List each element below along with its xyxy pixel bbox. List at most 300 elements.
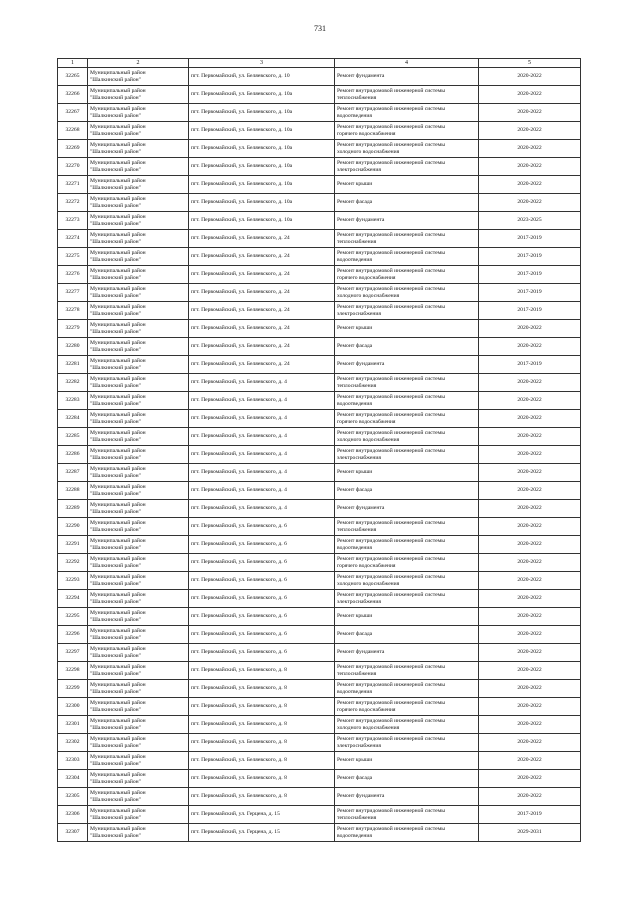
period-cell: 2020-2022 [479, 770, 581, 788]
work-type-line: Ремонт внутридомовой инженерной системы [337, 124, 445, 131]
work-type-cell [335, 806, 479, 824]
municipality-line: Муниципальный район [90, 682, 146, 689]
table-row [58, 716, 581, 734]
municipality-line: Муниципальный район [90, 304, 146, 311]
row-number-cell: 32297 [58, 644, 88, 662]
work-type-line: Ремонт внутридомовой инженерной системы [337, 430, 445, 437]
row-number-cell: 32266 [58, 86, 88, 104]
municipality-cell [88, 734, 189, 752]
row-number-cell: 32271 [58, 176, 88, 194]
work-type-detail: электроснабжения [337, 454, 381, 461]
work-type-detail: теплоснабжения [337, 670, 377, 677]
work-type-cell [335, 122, 479, 140]
period-cell: 2020-2022 [479, 392, 581, 410]
municipality-cell [88, 446, 189, 464]
municipality-line: Муниципальный район [90, 700, 146, 707]
period-cell: 2020-2022 [479, 446, 581, 464]
address-cell: пгт. Первомайский, ул. Беляевского, д. 8 [189, 662, 335, 680]
work-type-line: Ремонт крыши [337, 325, 373, 332]
municipality-cell [88, 374, 189, 392]
municipality-name: "Шалкинский район" [90, 706, 141, 713]
work-type-cell [335, 518, 479, 536]
municipality-name: "Шалкинский район" [90, 472, 141, 479]
municipality-line: Муниципальный район [90, 142, 146, 149]
table-row [58, 266, 581, 284]
work-type-cell [335, 680, 479, 698]
municipality-cell [88, 122, 189, 140]
period-cell: 2020-2022 [479, 680, 581, 698]
address-cell: пгт. Первомайский, ул. Беляевского, д. 24 [189, 230, 335, 248]
address-cell: пгт. Первомайский, ул. Беляевского, д. 10а [189, 104, 335, 122]
address-cell: пгт. Первомайский, ул. Беляевского, д. 24 [189, 248, 335, 266]
work-type-line: Ремонт фасада [337, 487, 373, 494]
row-number-cell: 32290 [58, 518, 88, 536]
address-cell: пгт. Первомайский, ул. Беляевского, д. 10а [189, 86, 335, 104]
work-type-cell [335, 644, 479, 662]
period-cell: 2020-2022 [479, 518, 581, 536]
work-type-line: Ремонт внутридомовой инженерной системы [337, 268, 445, 275]
work-type-detail: холодного водоснабжения [337, 292, 400, 299]
row-number-cell: 32265 [58, 68, 88, 86]
municipality-cell [88, 752, 189, 770]
table-row [58, 158, 581, 176]
municipality-cell [88, 572, 189, 590]
municipality-line: Муниципальный район [90, 394, 146, 401]
municipality-cell [88, 212, 189, 230]
municipality-name: "Шалкинский район" [90, 724, 141, 731]
work-type-cell [335, 626, 479, 644]
page-number: 731 [314, 24, 326, 33]
municipality-name: "Шалкинский район" [90, 112, 141, 119]
municipality-name: "Шалкинский район" [90, 184, 141, 191]
municipality-line: Муниципальный район [90, 484, 146, 491]
work-type-cell [335, 410, 479, 428]
municipality-line: Муниципальный район [90, 322, 146, 329]
work-type-cell [335, 194, 479, 212]
column-header: 3 [189, 59, 335, 68]
work-type-detail: водоотведения [337, 256, 372, 263]
row-number-cell: 32305 [58, 788, 88, 806]
work-type-detail: водоотведения [337, 544, 372, 551]
address-cell: пгт. Первомайский, ул. Беляевского, д. 24 [189, 284, 335, 302]
address-cell: пгт. Первомайский, ул. Герцена, д. 15 [189, 824, 335, 842]
row-number-cell: 32283 [58, 392, 88, 410]
municipality-line: Муниципальный район [90, 772, 146, 779]
municipality-cell [88, 680, 189, 698]
municipality-line: Муниципальный район [90, 88, 146, 95]
period-cell: 2020-2022 [479, 608, 581, 626]
work-type-cell [335, 734, 479, 752]
row-number-cell: 32272 [58, 194, 88, 212]
work-type-cell [335, 536, 479, 554]
municipality-name: "Шалкинский район" [90, 832, 141, 839]
period-cell: 2020-2022 [479, 86, 581, 104]
work-type-detail: холодного водоснабжения [337, 436, 400, 443]
row-number-cell: 32279 [58, 320, 88, 338]
work-type-detail: водоотведения [337, 688, 372, 695]
work-type-detail: теплоснабжения [337, 814, 377, 821]
row-number-cell: 32276 [58, 266, 88, 284]
work-type-detail: холодного водоснабжения [337, 148, 400, 155]
municipality-name: "Шалкинский район" [90, 130, 141, 137]
work-type-detail: горячего водоснабжения [337, 274, 396, 281]
work-type-line: Ремонт внутридомовой инженерной системы [337, 718, 445, 725]
table-row [58, 518, 581, 536]
work-type-detail: теплоснабжения [337, 94, 377, 101]
work-type-cell [335, 608, 479, 626]
table-row [58, 824, 581, 842]
row-number-cell: 32288 [58, 482, 88, 500]
municipality-line: Муниципальный район [90, 232, 146, 239]
address-cell: пгт. Первомайский, ул. Беляевского, д. 6 [189, 518, 335, 536]
municipality-cell [88, 428, 189, 446]
work-type-line: Ремонт внутридомовой инженерной системы [337, 232, 445, 239]
address-cell: пгт. Первомайский, ул. Беляевского, д. 24 [189, 320, 335, 338]
work-type-line: Ремонт внутридомовой инженерной системы [337, 412, 445, 419]
address-cell: пгт. Первомайский, ул. Беляевского, д. 4 [189, 500, 335, 518]
municipality-line: Муниципальный район [90, 574, 146, 581]
municipality-name: "Шалкинский район" [90, 634, 141, 641]
row-number-cell: 32291 [58, 536, 88, 554]
municipality-line: Муниципальный район [90, 808, 146, 815]
work-type-cell [335, 320, 479, 338]
address-cell: пгт. Первомайский, ул. Беляевского, д. 4 [189, 482, 335, 500]
table-row [58, 86, 581, 104]
work-type-line: Ремонт фундамента [337, 361, 385, 368]
work-type-cell [335, 158, 479, 176]
municipality-name: "Шалкинский район" [90, 76, 141, 83]
municipality-cell [88, 806, 189, 824]
municipality-name: "Шалкинский район" [90, 202, 141, 209]
period-cell: 2020-2022 [479, 572, 581, 590]
municipality-name: "Шалкинский район" [90, 814, 141, 821]
address-cell: пгт. Первомайский, ул. Беляевского, д. 8 [189, 698, 335, 716]
municipality-name: "Шалкинский район" [90, 400, 141, 407]
address-cell: пгт. Первомайский, ул. Беляевского, д. 24 [189, 338, 335, 356]
municipality-cell [88, 302, 189, 320]
address-cell: пгт. Первомайский, ул. Беляевского, д. 8 [189, 716, 335, 734]
work-type-detail: теплоснабжения [337, 382, 377, 389]
work-type-detail: горячего водоснабжения [337, 130, 396, 137]
work-type-detail: водоотведения [337, 400, 372, 407]
municipality-cell [88, 338, 189, 356]
work-type-line: Ремонт фасада [337, 343, 373, 350]
work-type-detail: горячего водоснабжения [337, 418, 396, 425]
address-cell: пгт. Первомайский, ул. Беляевского, д. 24 [189, 302, 335, 320]
municipality-name: "Шалкинский район" [90, 382, 141, 389]
municipality-name: "Шалкинский район" [90, 166, 141, 173]
row-number-cell: 32270 [58, 158, 88, 176]
table-row [58, 140, 581, 158]
municipality-cell [88, 590, 189, 608]
row-number-cell: 32304 [58, 770, 88, 788]
municipality-name: "Шалкинский район" [90, 580, 141, 587]
municipality-cell [88, 716, 189, 734]
table-row [58, 608, 581, 626]
period-cell: 2020-2022 [479, 554, 581, 572]
period-cell: 2020-2022 [479, 500, 581, 518]
work-type-line: Ремонт внутридомовой инженерной системы [337, 376, 445, 383]
row-number-cell: 32282 [58, 374, 88, 392]
work-type-cell [335, 140, 479, 158]
column-header: 4 [335, 59, 479, 68]
table-row [58, 410, 581, 428]
municipality-line: Муниципальный район [90, 412, 146, 419]
period-cell: 2020-2022 [479, 536, 581, 554]
period-cell: 2020-2022 [479, 590, 581, 608]
period-cell: 2020-2022 [479, 752, 581, 770]
municipality-cell [88, 68, 189, 86]
period-cell: 2020-2022 [479, 104, 581, 122]
work-type-detail: теплоснабжения [337, 238, 377, 245]
row-number-cell: 32274 [58, 230, 88, 248]
municipality-cell [88, 266, 189, 284]
table-row [58, 284, 581, 302]
municipality-name: "Шалкинский район" [90, 274, 141, 281]
row-number-cell: 32268 [58, 122, 88, 140]
work-type-line: Ремонт внутридомовой инженерной системы [337, 394, 445, 401]
municipality-line: Муниципальный район [90, 286, 146, 293]
period-cell: 2020-2022 [479, 428, 581, 446]
table-row [58, 320, 581, 338]
municipality-line: Муниципальный район [90, 628, 146, 635]
period-cell: 2029-2031 [479, 824, 581, 842]
work-type-detail: электроснабжения [337, 166, 381, 173]
work-type-cell [335, 554, 479, 572]
row-number-cell: 32294 [58, 590, 88, 608]
period-cell: 2020-2022 [479, 644, 581, 662]
municipality-line: Муниципальный район [90, 502, 146, 509]
row-number-cell: 32303 [58, 752, 88, 770]
municipality-name: "Шалкинский район" [90, 616, 141, 623]
municipality-cell [88, 194, 189, 212]
municipality-name: "Шалкинский район" [90, 292, 141, 299]
work-type-cell [335, 482, 479, 500]
address-cell: пгт. Первомайский, ул. Беляевского, д. 8 [189, 734, 335, 752]
work-type-line: Ремонт крыши [337, 469, 373, 476]
row-number-cell: 32275 [58, 248, 88, 266]
address-cell: пгт. Первомайский, ул. Беляевского, д. 4 [189, 464, 335, 482]
work-type-cell [335, 356, 479, 374]
address-cell: пгт. Первомайский, ул. Беляевского, д. 8 [189, 680, 335, 698]
work-type-line: Ремонт фундамента [337, 217, 385, 224]
table-row [58, 464, 581, 482]
municipality-cell [88, 284, 189, 302]
period-cell: 2020-2022 [479, 194, 581, 212]
work-type-cell [335, 788, 479, 806]
work-type-line: Ремонт внутридомовой инженерной системы [337, 520, 445, 527]
work-type-line: Ремонт внутридомовой инженерной системы [337, 556, 445, 563]
row-number-cell: 32293 [58, 572, 88, 590]
column-header: 2 [88, 59, 189, 68]
work-type-line: Ремонт внутридомовой инженерной системы [337, 142, 445, 149]
table-row [58, 482, 581, 500]
municipality-line: Муниципальный район [90, 124, 146, 131]
table-row [58, 302, 581, 320]
address-cell: пгт. Первомайский, ул. Беляевского, д. 8 [189, 770, 335, 788]
municipality-cell [88, 248, 189, 266]
table-row [58, 572, 581, 590]
period-cell: 2020-2022 [479, 464, 581, 482]
work-type-cell [335, 212, 479, 230]
period-cell: 2020-2022 [479, 410, 581, 428]
address-cell: пгт. Первомайский, ул. Беляевского, д. 8 [189, 752, 335, 770]
table-row [58, 770, 581, 788]
municipality-line: Муниципальный район [90, 196, 146, 203]
municipality-name: "Шалкинский район" [90, 346, 141, 353]
work-type-detail: электроснабжения [337, 598, 381, 605]
row-number-cell: 32278 [58, 302, 88, 320]
row-number-cell: 32284 [58, 410, 88, 428]
period-cell: 2023-2025 [479, 212, 581, 230]
work-type-line: Ремонт внутридомовой инженерной системы [337, 574, 445, 581]
municipality-cell [88, 482, 189, 500]
work-type-detail: горячего водоснабжения [337, 562, 396, 569]
work-type-line: Ремонт внутридомовой инженерной системы [337, 592, 445, 599]
municipality-name: "Шалкинский район" [90, 490, 141, 497]
municipality-line: Муниципальный район [90, 520, 146, 527]
period-cell: 2020-2022 [479, 482, 581, 500]
municipality-cell [88, 500, 189, 518]
table-row [58, 590, 581, 608]
address-cell: пгт. Первомайский, ул. Беляевского, д. 24 [189, 266, 335, 284]
municipality-line: Муниципальный район [90, 736, 146, 743]
period-cell: 2020-2022 [479, 68, 581, 86]
table-row [58, 428, 581, 446]
period-cell: 2017-2019 [479, 230, 581, 248]
period-cell: 2020-2022 [479, 788, 581, 806]
address-cell: пгт. Первомайский, ул. Беляевского, д. 8 [189, 788, 335, 806]
municipality-line: Муниципальный район [90, 268, 146, 275]
work-type-cell [335, 284, 479, 302]
table-row [58, 662, 581, 680]
work-type-cell [335, 230, 479, 248]
address-cell: пгт. Первомайский, ул. Беляевского, д. 6 [189, 590, 335, 608]
period-cell: 2020-2022 [479, 626, 581, 644]
municipality-cell [88, 464, 189, 482]
period-cell: 2020-2022 [479, 698, 581, 716]
municipality-cell [88, 518, 189, 536]
work-type-cell [335, 248, 479, 266]
work-type-line: Ремонт внутридомовой инженерной системы [337, 286, 445, 293]
municipality-name: "Шалкинский район" [90, 220, 141, 227]
address-cell: пгт. Первомайский, ул. Беляевского, д. 10а [189, 176, 335, 194]
address-cell: пгт. Первомайский, ул. Герцена, д. 15 [189, 806, 335, 824]
municipality-cell [88, 788, 189, 806]
municipality-name: "Шалкинский район" [90, 436, 141, 443]
municipality-line: Муниципальный район [90, 430, 146, 437]
municipality-cell [88, 104, 189, 122]
address-cell: пгт. Первомайский, ул. Беляевского, д. 24 [189, 356, 335, 374]
column-header: 1 [58, 59, 88, 68]
municipality-name: "Шалкинский район" [90, 238, 141, 245]
address-cell: пгт. Первомайский, ул. Беляевского, д. 6 [189, 626, 335, 644]
municipality-name: "Шалкинский район" [90, 544, 141, 551]
address-cell: пгт. Первомайский, ул. Беляевского, д. 4 [189, 392, 335, 410]
table-row [58, 536, 581, 554]
work-type-line: Ремонт внутридомовой инженерной системы [337, 682, 445, 689]
work-type-cell [335, 590, 479, 608]
row-number-cell: 32281 [58, 356, 88, 374]
municipality-name: "Шалкинский район" [90, 328, 141, 335]
period-cell: 2020-2022 [479, 374, 581, 392]
municipality-name: "Шалкинский район" [90, 454, 141, 461]
municipality-name: "Шалкинский район" [90, 652, 141, 659]
period-cell: 2020-2022 [479, 662, 581, 680]
address-cell: пгт. Первомайский, ул. Беляевского, д. 10а [189, 212, 335, 230]
work-type-detail: электроснабжения [337, 310, 381, 317]
municipality-line: Муниципальный район [90, 178, 146, 185]
table-row [58, 374, 581, 392]
municipality-line: Муниципальный район [90, 610, 146, 617]
work-type-detail: холодного водоснабжения [337, 724, 400, 731]
work-type-cell [335, 68, 479, 86]
address-cell: пгт. Первомайский, ул. Беляевского, д. 10а [189, 122, 335, 140]
work-type-line: Ремонт крыши [337, 757, 373, 764]
municipality-line: Муниципальный район [90, 538, 146, 545]
municipality-cell [88, 158, 189, 176]
period-cell: 2017-2019 [479, 248, 581, 266]
work-type-line: Ремонт внутридомовой инженерной системы [337, 808, 445, 815]
municipality-line: Муниципальный район [90, 376, 146, 383]
address-cell: пгт. Первомайский, ул. Беляевского, д. 6 [189, 554, 335, 572]
municipality-line: Муниципальный район [90, 358, 146, 365]
municipality-name: "Шалкинский район" [90, 148, 141, 155]
work-type-detail: водоотведения [337, 832, 372, 839]
work-type-detail: электроснабжения [337, 742, 381, 749]
table-row [58, 626, 581, 644]
work-type-cell [335, 338, 479, 356]
table-row [58, 806, 581, 824]
period-cell: 2017-2019 [479, 266, 581, 284]
work-type-line: Ремонт внутридомовой инженерной системы [337, 538, 445, 545]
table-row [58, 752, 581, 770]
work-type-cell [335, 752, 479, 770]
column-header: 5 [479, 59, 581, 68]
row-number-cell: 32273 [58, 212, 88, 230]
municipality-cell [88, 662, 189, 680]
work-type-line: Ремонт внутридомовой инженерной системы [337, 736, 445, 743]
municipality-line: Муниципальный район [90, 340, 146, 347]
municipality-name: "Шалкинский район" [90, 670, 141, 677]
table-body [58, 68, 581, 842]
work-type-line: Ремонт внутридомовой инженерной системы [337, 448, 445, 455]
period-cell: 2017-2019 [479, 302, 581, 320]
address-cell: пгт. Первомайский, ул. Беляевского, д. 10 [189, 68, 335, 86]
work-type-cell [335, 86, 479, 104]
row-number-cell: 32301 [58, 716, 88, 734]
row-number-cell: 32306 [58, 806, 88, 824]
address-cell: пгт. Первомайский, ул. Беляевского, д. 6 [189, 572, 335, 590]
table-row [58, 176, 581, 194]
table-row [58, 734, 581, 752]
table-row [58, 680, 581, 698]
row-number-cell: 32286 [58, 446, 88, 464]
municipality-line: Муниципальный район [90, 664, 146, 671]
work-type-cell [335, 266, 479, 284]
address-cell: пгт. Первомайский, ул. Беляевского, д. 10а [189, 194, 335, 212]
municipality-line: Муниципальный район [90, 214, 146, 221]
row-number-cell: 32269 [58, 140, 88, 158]
municipality-cell [88, 176, 189, 194]
work-type-cell [335, 428, 479, 446]
table-row [58, 356, 581, 374]
municipality-cell [88, 824, 189, 842]
row-number-cell: 32298 [58, 662, 88, 680]
work-type-line: Ремонт внутридомовой инженерной системы [337, 826, 445, 833]
period-cell: 2017-2019 [479, 284, 581, 302]
work-type-line: Ремонт внутридомовой инженерной системы [337, 88, 445, 95]
